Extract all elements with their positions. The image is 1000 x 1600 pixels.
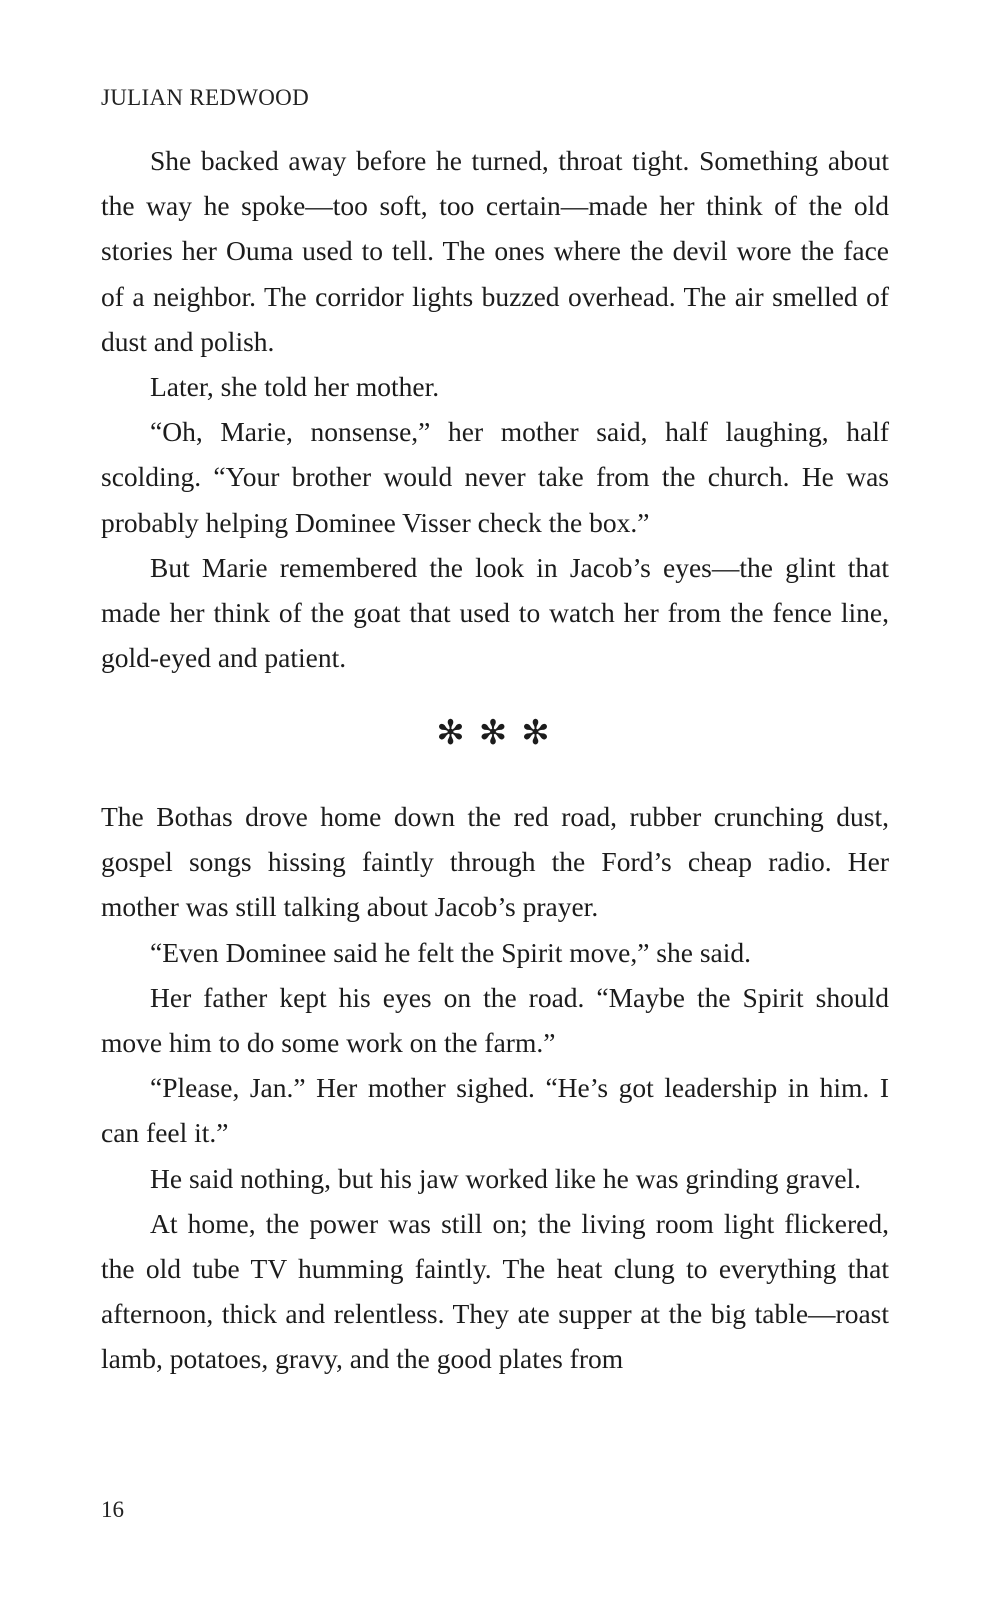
paragraph: “Even Dominee said he felt the Spirit move,” she said. <box>150 936 752 968</box>
paragraph: “Please, Jan.” Her mother sighed. “He’s got leadership in him. I can feel it.” <box>101 1072 889 1149</box>
paragraph: Later, she told her mother. <box>150 371 440 403</box>
paragraph: But Marie remembered the look in Jacob’s eyes—the glint that made her think of the goat that used to watch her from the fence line, gold-eyed and patient. <box>101 551 889 674</box>
paragraph: Her father kept his eyes on the road. “Maybe the Spirit should move him to do some work on the farm.” <box>101 981 889 1059</box>
paragraph: The Bothas drove home down the red road, rubber crunching dust, gospel songs hissing faintly through the Ford’s cheap radio. Her mother was still talking about Jacob’s prayer. <box>101 801 889 923</box>
paragraph: She backed away before he turned, throat tight. Something about the way he spoke—too soft, too certain—made her think of the old stories her Ouma used to tell. The ones where the devil wore the face of a neighbor. The corridor lights buzzed overhead. The air smelled of dust and polish. <box>101 145 889 357</box>
page-number: 16 <box>101 1497 124 1522</box>
paragraph: At home, the power was still on; the living room light flickered, the old tube TV humming faintly. The heat clung to everything that afternoon, thick and relentless. They ate supper at the big table—roast lamb, potatoes, gravy, and the good plates from <box>101 1207 889 1375</box>
text-block-after-break <box>101 794 889 1382</box>
scene-break-ornament: ✻✻✻ <box>436 713 564 753</box>
running-head-author: JULIAN REDWOOD <box>101 85 309 110</box>
paragraph: He said nothing, but his jaw worked like he was grinding gravel. <box>150 1162 862 1194</box>
paragraph: “Oh, Marie, nonsense,” her mother said, half laughing, half scolding. “Your brother would never take from the church. He was probably helping Dominee Visser check the box.” <box>101 416 889 538</box>
text-block-before-break <box>101 138 889 680</box>
